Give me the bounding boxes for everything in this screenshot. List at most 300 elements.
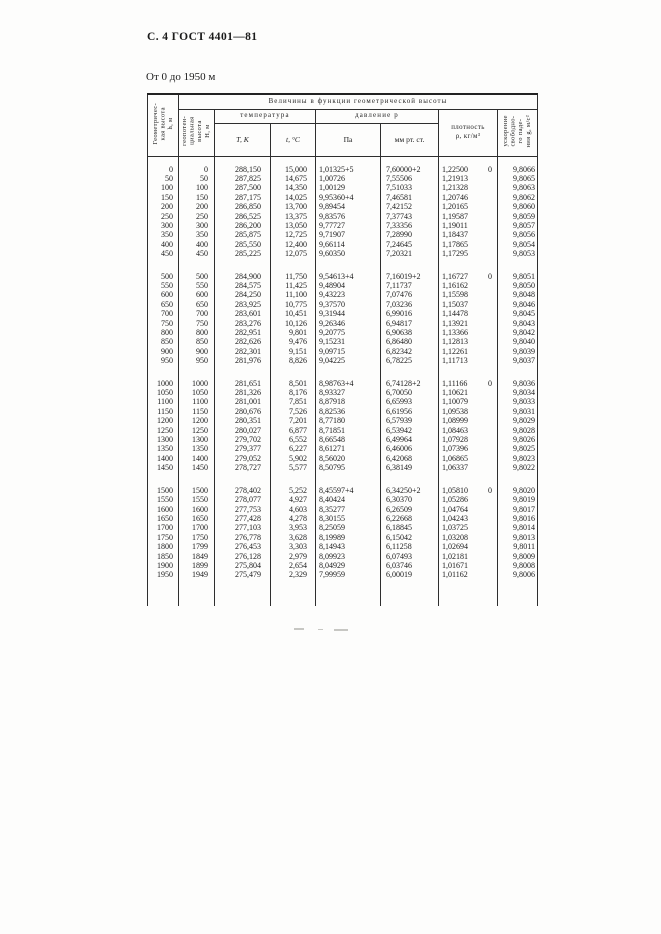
table-row — [148, 347, 538, 356]
cell-geometric-height: 150 — [148, 193, 179, 202]
cell-pressure-pa: 8,61271 — [316, 444, 381, 453]
cell-temperature-k: 284,900 — [215, 272, 271, 281]
density-value: 1,03208 — [442, 532, 468, 542]
cell-pressure-mmhg: 7,24645 — [381, 240, 439, 249]
cell-density — [439, 542, 498, 551]
cell-temperature-c: 5,577 — [271, 463, 316, 472]
cell-temperature-c: 10,451 — [271, 309, 316, 318]
cell-temperature-k: 276,128 — [215, 552, 271, 561]
cell-temperature-k: 282,951 — [215, 328, 271, 337]
spacer-cell — [316, 473, 381, 486]
cell-pressure-pa: 9,66114 — [316, 240, 381, 249]
table-row — [148, 202, 538, 211]
density-value: 1,05810 — [442, 485, 468, 495]
cell-temperature-k: 278,077 — [215, 495, 271, 504]
table-row — [148, 542, 538, 551]
table-row — [148, 454, 538, 463]
cell-temperature-k: 282,301 — [215, 347, 271, 356]
cell-pressure-pa: 8,25059 — [316, 523, 381, 532]
header-temperature-kelvin: Т, К — [215, 123, 271, 156]
spacer-row — [148, 156, 538, 165]
density-value: 1,10079 — [442, 397, 468, 407]
cell-density — [439, 309, 498, 318]
cell-density — [439, 463, 498, 472]
cell-geopotential-height: 400 — [179, 240, 215, 249]
cell-geometric-height: 550 — [148, 281, 179, 290]
table-row — [148, 174, 538, 183]
cell-pressure-mmhg: 6,86480 — [381, 337, 439, 346]
density-value: 1,05286 — [442, 495, 468, 505]
cell-gravity: 9,8056 — [498, 230, 538, 239]
spacer-cell — [148, 259, 179, 272]
cell-temperature-c: 14,675 — [271, 174, 316, 183]
header-temperature-group: температура — [215, 109, 316, 123]
cell-geopotential-height: 1000 — [179, 379, 215, 388]
cell-pressure-pa: 8,04929 — [316, 561, 381, 570]
cell-geometric-height: 700 — [148, 309, 179, 318]
cell-temperature-k: 276,453 — [215, 542, 271, 551]
page-header: С. 4 ГОСТ 4401—81 — [147, 31, 258, 43]
table-row — [148, 505, 538, 514]
cell-temperature-c: 10,126 — [271, 319, 316, 328]
cell-temperature-k: 284,250 — [215, 290, 271, 299]
cell-temperature-c: 3,953 — [271, 523, 316, 532]
table-row — [148, 249, 538, 258]
cell-pressure-pa: 9,95360+4 — [316, 193, 381, 202]
cell-geometric-height: 850 — [148, 337, 179, 346]
cell-temperature-k: 277,103 — [215, 523, 271, 532]
cell-pressure-mmhg: 6,11258 — [381, 542, 439, 551]
cell-pressure-mmhg: 6,65993 — [381, 397, 439, 406]
cell-temperature-c: 8,501 — [271, 379, 316, 388]
cell-pressure-mmhg: 7,60000+2 — [381, 165, 439, 174]
cell-pressure-pa: 9,09715 — [316, 347, 381, 356]
cell-density — [439, 240, 498, 249]
table-row — [148, 463, 538, 472]
cell-temperature-c: 11,100 — [271, 290, 316, 299]
table-row — [148, 290, 538, 299]
cell-geopotential-height: 1700 — [179, 523, 215, 532]
cell-temperature-k: 287,500 — [215, 183, 271, 192]
cell-pressure-pa: 8,45597+4 — [316, 486, 381, 495]
spacer-cell — [316, 580, 381, 606]
cell-geometric-height: 1500 — [148, 486, 179, 495]
cell-density — [439, 249, 498, 258]
cell-geometric-height: 1700 — [148, 523, 179, 532]
cell-pressure-pa: 1,00726 — [316, 174, 381, 183]
spacer-cell — [439, 156, 498, 165]
table-row — [148, 486, 538, 495]
cell-temperature-k: 282,626 — [215, 337, 271, 346]
cell-pressure-mmhg: 6,18845 — [381, 523, 439, 532]
cell-temperature-c: 2,329 — [271, 570, 316, 579]
spacer-cell — [215, 259, 271, 272]
cell-geometric-height: 200 — [148, 202, 179, 211]
spacer-cell — [148, 580, 179, 606]
cell-gravity: 9,8063 — [498, 183, 538, 192]
spacer-cell — [215, 366, 271, 379]
atmosphere-table — [147, 93, 538, 606]
cell-gravity: 9,8051 — [498, 272, 538, 281]
cell-geopotential-height: 950 — [179, 356, 215, 365]
cell-geometric-height: 400 — [148, 240, 179, 249]
cell-geopotential-height: 850 — [179, 337, 215, 346]
cell-pressure-mmhg: 6,38149 — [381, 463, 439, 472]
cell-pressure-pa: 9,04225 — [316, 356, 381, 365]
cell-temperature-c: 15,000 — [271, 165, 316, 174]
cell-pressure-mmhg: 6,42068 — [381, 454, 439, 463]
cell-temperature-k: 284,575 — [215, 281, 271, 290]
cell-temperature-k: 277,753 — [215, 505, 271, 514]
cell-temperature-k: 276,778 — [215, 533, 271, 542]
cell-temperature-c: 6,877 — [271, 426, 316, 435]
spacer-cell — [498, 473, 538, 486]
density-value: 1,19587 — [442, 211, 468, 221]
cell-pressure-mmhg: 6,15042 — [381, 533, 439, 542]
table-row — [148, 328, 538, 337]
cell-gravity: 9,8019 — [498, 495, 538, 504]
cell-pressure-mmhg: 6,57939 — [381, 416, 439, 425]
cell-temperature-c: 7,201 — [271, 416, 316, 425]
cell-density — [439, 337, 498, 346]
header-density: плотность ρ, кг/м³ — [439, 109, 498, 156]
cell-geopotential-height: 1650 — [179, 514, 215, 523]
cell-gravity: 9,8060 — [498, 202, 538, 211]
cell-geopotential-height: 700 — [179, 309, 215, 318]
table-row — [148, 523, 538, 532]
cell-geopotential-height: 1550 — [179, 495, 215, 504]
cell-geopotential-height: 650 — [179, 300, 215, 309]
cell-geopotential-height: 1799 — [179, 542, 215, 551]
cell-gravity: 9,8039 — [498, 347, 538, 356]
header-geometric-height-label: Геометричес- кая высота h, м — [151, 103, 174, 145]
header-gravity — [498, 109, 538, 156]
cell-temperature-k: 275,479 — [215, 570, 271, 579]
cell-geometric-height: 0 — [148, 165, 179, 174]
cell-temperature-c: 13,050 — [271, 221, 316, 230]
cell-pressure-pa: 8,93327 — [316, 388, 381, 397]
spacer-cell — [316, 259, 381, 272]
cell-geometric-height: 1850 — [148, 552, 179, 561]
scan-artifact-dash — [334, 629, 348, 631]
cell-gravity: 9,8050 — [498, 281, 538, 290]
cell-geopotential-height: 1750 — [179, 533, 215, 542]
spacer-cell — [179, 473, 215, 486]
table-row — [148, 552, 538, 561]
cell-gravity: 9,8026 — [498, 435, 538, 444]
cell-pressure-mmhg: 7,42152 — [381, 202, 439, 211]
cell-temperature-c: 2,979 — [271, 552, 316, 561]
cell-temperature-k: 281,651 — [215, 379, 271, 388]
spacer-cell — [498, 580, 538, 606]
spacer-cell — [271, 580, 316, 606]
density-value: 1,04764 — [442, 504, 468, 514]
cell-temperature-k: 285,550 — [215, 240, 271, 249]
cell-pressure-pa: 8,09923 — [316, 552, 381, 561]
header-temperature-celsius: t, °С — [271, 123, 316, 156]
cell-temperature-c: 3,628 — [271, 533, 316, 542]
cell-geopotential-height: 1150 — [179, 407, 215, 416]
cell-geometric-height: 300 — [148, 221, 179, 230]
spacer-cell — [179, 580, 215, 606]
cell-geometric-height: 1950 — [148, 570, 179, 579]
cell-geopotential-height: 350 — [179, 230, 215, 239]
cell-temperature-c: 13,700 — [271, 202, 316, 211]
cell-temperature-c: 4,927 — [271, 495, 316, 504]
density-value: 1,21328 — [442, 183, 468, 193]
cell-temperature-c: 12,075 — [271, 249, 316, 258]
density-value: 1,12813 — [442, 337, 468, 347]
density-value: 1,06337 — [442, 463, 468, 473]
cell-pressure-pa: 8,82536 — [316, 407, 381, 416]
cell-geopotential-height: 1200 — [179, 416, 215, 425]
cell-density — [439, 505, 498, 514]
cell-temperature-c: 2,654 — [271, 561, 316, 570]
density-exponent: 0 — [488, 271, 492, 281]
spacer-cell — [271, 156, 316, 165]
cell-density — [439, 272, 498, 281]
density-value: 1,18437 — [442, 230, 468, 240]
cell-density — [439, 281, 498, 290]
spacer-cell — [215, 473, 271, 486]
spacer-cell — [148, 473, 179, 486]
cell-pressure-pa: 9,26346 — [316, 319, 381, 328]
spacer-cell — [316, 366, 381, 379]
cell-geometric-height: 450 — [148, 249, 179, 258]
cell-density — [439, 435, 498, 444]
cell-geometric-height: 1650 — [148, 514, 179, 523]
cell-gravity: 9,8013 — [498, 533, 538, 542]
table-row — [148, 388, 538, 397]
table-row — [148, 281, 538, 290]
table-row — [148, 570, 538, 579]
cell-geometric-height: 1300 — [148, 435, 179, 444]
cell-geopotential-height: 1500 — [179, 486, 215, 495]
cell-pressure-mmhg: 6,00019 — [381, 570, 439, 579]
table-row — [148, 309, 538, 318]
cell-geopotential-height: 1050 — [179, 388, 215, 397]
cell-pressure-mmhg: 6,99016 — [381, 309, 439, 318]
density-value: 1,15037 — [442, 299, 468, 309]
spacer-cell — [215, 580, 271, 606]
table-row — [148, 300, 538, 309]
cell-temperature-c: 12,400 — [271, 240, 316, 249]
cell-geopotential-height: 100 — [179, 183, 215, 192]
cell-pressure-pa: 1,00129 — [316, 183, 381, 192]
density-value: 1,21913 — [442, 173, 468, 183]
density-value: 1,17865 — [442, 239, 468, 249]
cell-temperature-k: 279,052 — [215, 454, 271, 463]
cell-geometric-height: 1600 — [148, 505, 179, 514]
cell-density — [439, 174, 498, 183]
table-row — [148, 356, 538, 365]
cell-temperature-k: 283,601 — [215, 309, 271, 318]
cell-pressure-pa: 9,31944 — [316, 309, 381, 318]
spacer-cell — [381, 156, 439, 165]
cell-gravity: 9,8034 — [498, 388, 538, 397]
cell-pressure-mmhg: 6,90638 — [381, 328, 439, 337]
cell-pressure-pa: 8,19989 — [316, 533, 381, 542]
cell-pressure-pa: 8,98763+4 — [316, 379, 381, 388]
cell-pressure-pa: 8,77180 — [316, 416, 381, 425]
cell-geopotential-height: 900 — [179, 347, 215, 356]
density-value: 1,16162 — [442, 280, 468, 290]
atmosphere-table-wrapper — [147, 93, 538, 606]
cell-gravity: 9,8042 — [498, 328, 538, 337]
cell-pressure-mmhg: 6,70050 — [381, 388, 439, 397]
cell-temperature-k: 286,200 — [215, 221, 271, 230]
density-value: 1,01671 — [442, 560, 468, 570]
density-value: 1,17295 — [442, 249, 468, 259]
cell-temperature-c: 8,176 — [271, 388, 316, 397]
cell-density — [439, 379, 498, 388]
cell-geometric-height: 1150 — [148, 407, 179, 416]
density-value: 1,11166 — [442, 378, 468, 388]
cell-temperature-c: 14,350 — [271, 183, 316, 192]
cell-geopotential-height: 300 — [179, 221, 215, 230]
cell-geometric-height: 600 — [148, 290, 179, 299]
cell-gravity: 9,8062 — [498, 193, 538, 202]
spacer-row — [148, 580, 538, 606]
cell-temperature-k: 280,351 — [215, 416, 271, 425]
cell-temperature-c: 6,227 — [271, 444, 316, 453]
cell-gravity: 9,8066 — [498, 165, 538, 174]
cell-gravity: 9,8023 — [498, 454, 538, 463]
cell-gravity: 9,8031 — [498, 407, 538, 416]
spacer-cell — [271, 366, 316, 379]
cell-temperature-k: 279,377 — [215, 444, 271, 453]
cell-density — [439, 514, 498, 523]
cell-pressure-pa: 9,83576 — [316, 212, 381, 221]
cell-temperature-c: 4,603 — [271, 505, 316, 514]
header-geopotential-height-label: геопотен- циальная высота Н, м — [181, 116, 212, 146]
cell-pressure-pa: 8,14943 — [316, 542, 381, 551]
cell-pressure-mmhg: 6,94817 — [381, 319, 439, 328]
density-value: 1,12261 — [442, 346, 468, 356]
cell-pressure-mmhg: 6,61956 — [381, 407, 439, 416]
spacer-cell — [381, 366, 439, 379]
header-pressure-pa: Па — [316, 123, 381, 156]
cell-gravity: 9,8020 — [498, 486, 538, 495]
table-row — [148, 379, 538, 388]
cell-geopotential-height: 1300 — [179, 435, 215, 444]
cell-pressure-pa: 8,30155 — [316, 514, 381, 523]
cell-temperature-k: 278,727 — [215, 463, 271, 472]
cell-density — [439, 561, 498, 570]
cell-geopotential-height: 1899 — [179, 561, 215, 570]
cell-geometric-height: 1400 — [148, 454, 179, 463]
cell-density — [439, 347, 498, 356]
spacer-cell — [179, 366, 215, 379]
cell-geometric-height: 750 — [148, 319, 179, 328]
cell-temperature-c: 13,375 — [271, 212, 316, 221]
cell-density — [439, 397, 498, 406]
cell-gravity: 9,8059 — [498, 212, 538, 221]
cell-density — [439, 183, 498, 192]
cell-geopotential-height: 600 — [179, 290, 215, 299]
cell-pressure-mmhg: 6,22668 — [381, 514, 439, 523]
spacer-cell — [439, 366, 498, 379]
cell-geopotential-height: 1100 — [179, 397, 215, 406]
cell-gravity: 9,8057 — [498, 221, 538, 230]
cell-pressure-pa: 9,15231 — [316, 337, 381, 346]
cell-temperature-c: 5,902 — [271, 454, 316, 463]
table-row — [148, 407, 538, 416]
cell-temperature-k: 277,428 — [215, 514, 271, 523]
cell-temperature-k: 288,150 — [215, 165, 271, 174]
cell-density — [439, 193, 498, 202]
cell-density — [439, 328, 498, 337]
cell-temperature-c: 9,476 — [271, 337, 316, 346]
table-body — [148, 156, 538, 606]
cell-pressure-mmhg: 6,78225 — [381, 356, 439, 365]
scan-artifact-dash — [294, 628, 304, 630]
table-row — [148, 337, 538, 346]
density-value: 1,10621 — [442, 388, 468, 398]
cell-gravity: 9,8046 — [498, 300, 538, 309]
cell-pressure-mmhg: 7,51033 — [381, 183, 439, 192]
cell-density — [439, 523, 498, 532]
table-row — [148, 397, 538, 406]
cell-pressure-mmhg: 7,37743 — [381, 212, 439, 221]
cell-geometric-height: 1800 — [148, 542, 179, 551]
cell-gravity: 9,8006 — [498, 570, 538, 579]
cell-density — [439, 202, 498, 211]
cell-geometric-height: 1900 — [148, 561, 179, 570]
cell-density — [439, 407, 498, 416]
cell-density — [439, 300, 498, 309]
spacer-cell — [498, 259, 538, 272]
cell-gravity: 9,8011 — [498, 542, 538, 551]
spacer-cell — [439, 473, 498, 486]
cell-gravity: 9,8008 — [498, 561, 538, 570]
cell-temperature-c: 7,851 — [271, 397, 316, 406]
cell-gravity: 9,8048 — [498, 290, 538, 299]
cell-temperature-c: 3,303 — [271, 542, 316, 551]
cell-geometric-height: 1250 — [148, 426, 179, 435]
table-row — [148, 416, 538, 425]
spacer-row — [148, 366, 538, 379]
table-row — [148, 444, 538, 453]
cell-geopotential-height: 50 — [179, 174, 215, 183]
density-value: 1,02694 — [442, 542, 468, 552]
table-row — [148, 193, 538, 202]
cell-gravity: 9,8029 — [498, 416, 538, 425]
cell-temperature-k: 280,027 — [215, 426, 271, 435]
cell-geopotential-height: 200 — [179, 202, 215, 211]
table-row — [148, 272, 538, 281]
spacer-cell — [179, 259, 215, 272]
cell-temperature-c: 5,252 — [271, 486, 316, 495]
cell-gravity: 9,8017 — [498, 505, 538, 514]
cell-geopotential-height: 500 — [179, 272, 215, 281]
cell-gravity: 9,8028 — [498, 426, 538, 435]
cell-pressure-mmhg: 7,55506 — [381, 174, 439, 183]
cell-temperature-k: 280,676 — [215, 407, 271, 416]
cell-density — [439, 444, 498, 453]
header-gravity-label: ускорение свободно- го паде- ния g, м/с² — [502, 114, 533, 148]
cell-pressure-pa: 7,99959 — [316, 570, 381, 579]
table-row — [148, 230, 538, 239]
cell-temperature-k: 287,175 — [215, 193, 271, 202]
density-value: 1,07396 — [442, 444, 468, 454]
cell-geometric-height: 50 — [148, 174, 179, 183]
cell-temperature-k: 285,875 — [215, 230, 271, 239]
density-exponent: 0 — [488, 485, 492, 495]
cell-pressure-mmhg: 7,16019+2 — [381, 272, 439, 281]
table-row — [148, 561, 538, 570]
cell-density — [439, 221, 498, 230]
